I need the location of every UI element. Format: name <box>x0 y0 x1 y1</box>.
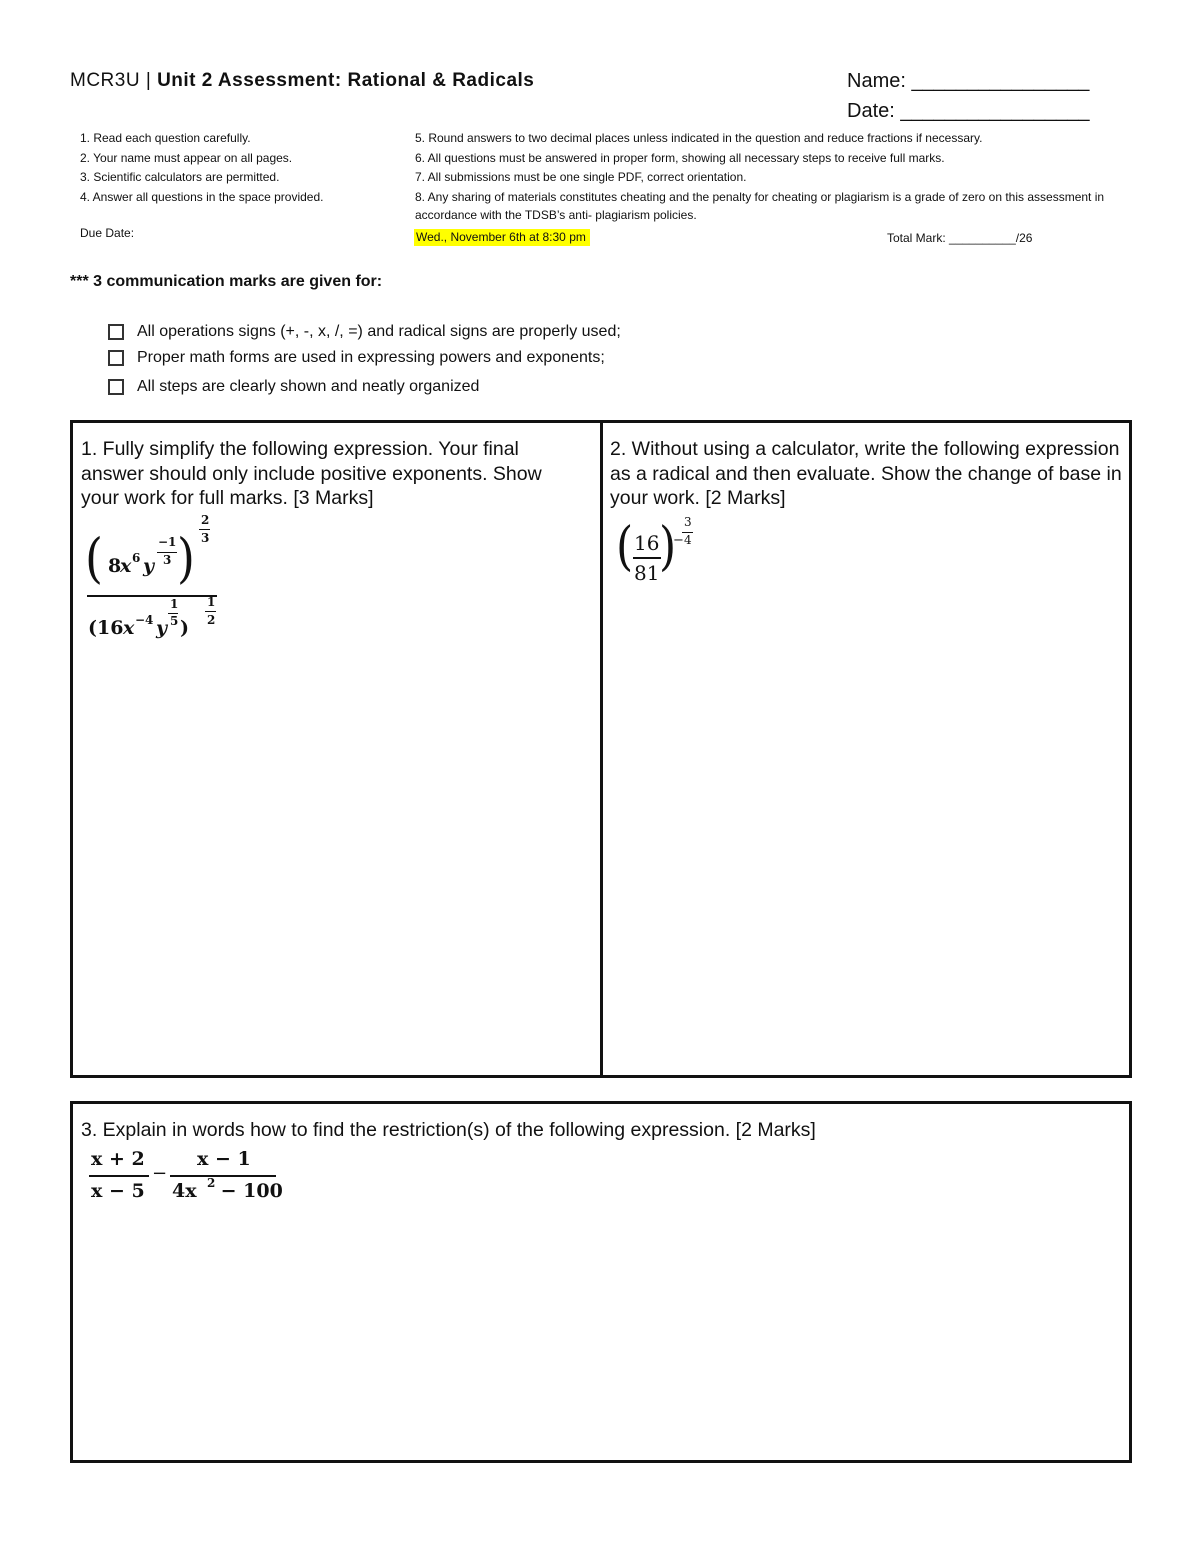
instructions-left <box>80 129 323 207</box>
name-field[interactable]: Name: ________________ <box>847 70 1090 92</box>
instruction-item: 1. Read each question carefully. <box>80 131 251 145</box>
instruction-item: 2. Your name must appear on all pages. <box>80 150 293 165</box>
criterion-label: All steps are clearly shown and neatly organized <box>137 378 480 395</box>
communication-heading: *** 3 communication marks are given for: <box>70 273 383 290</box>
fraction-bar <box>205 611 216 612</box>
instruction-item: 4. Answer all questions in the space provided. <box>80 189 324 204</box>
assessment-title: Unit 2 Assessment: Rational & Radicals <box>157 70 535 91</box>
page-title: MCR3U | Unit 2 Assessment: Rational & Radicals <box>70 70 535 91</box>
instructions-right <box>415 129 1115 224</box>
criterion-item <box>108 349 605 367</box>
checkbox[interactable] <box>108 379 124 395</box>
question-3-box[interactable]: 3. Explain in words how to find the restriction(s) of the following expression. [2 Marks] x + 2 x − 5 − x − 1 4x 2 − 100 <box>70 1101 1132 1463</box>
checkbox[interactable] <box>108 350 124 366</box>
left-paren: ( <box>85 526 103 590</box>
fraction-bar <box>89 1175 149 1177</box>
date-field[interactable]: Date: _________________ <box>847 100 1090 122</box>
criterion-item <box>108 323 621 341</box>
instruction-item: 3. Scientific calculators are permitted. <box>80 170 280 184</box>
right-paren: ) <box>659 515 677 578</box>
criterion-label: All operations signs (+, -, x, /, =) and radical signs are properly used; <box>137 323 621 340</box>
question-2-text: 2. Without using a calculator, write the following expression as a radical and then evaluate. Show the change of base in your work. [2 Marks] <box>610 438 1122 509</box>
criterion-label: Proper math forms are used in expressing powers and exponents; <box>137 349 605 366</box>
fraction-bar <box>170 1175 276 1177</box>
instruction-item: 5. Round answers to two decimal places unless indicated in the question and reduce fractions if necessary. <box>415 131 983 145</box>
criterion-item <box>108 378 479 396</box>
checkbox[interactable] <box>108 324 124 340</box>
minus-operator: − <box>152 1163 168 1184</box>
course-code: MCR3U <box>70 70 141 91</box>
fraction-bar <box>199 529 210 530</box>
fraction-bar <box>633 557 661 559</box>
instruction-item: 7. All submissions must be one single PDF, correct orientation. <box>415 170 747 184</box>
total-mark: Total Mark: __________/26 <box>887 231 1033 245</box>
due-date-value: Wed., November 6th at 8:30 pm <box>414 229 590 246</box>
due-date-label: Due Date: <box>80 226 135 240</box>
question-3-text: 3. Explain in words how to find the restriction(s) of the following expression. [2 Marks] <box>81 1119 816 1141</box>
left-paren: ( <box>616 515 634 578</box>
right-paren: ) <box>177 526 195 590</box>
main-fraction-bar <box>87 595 217 597</box>
instruction-item: 6. All questions must be answered in proper form, showing all necessary steps to receive full marks. <box>415 150 945 165</box>
instruction-item: 8. Any sharing of materials constitutes cheating and the penalty for cheating or plagiarism is a grade of zero on this assessment in accordance with the TDSB’s anti- plagiarism policies. <box>415 189 1105 222</box>
question-2-box[interactable]: 2. Without using a calculator, write the following expression as a radical and then evaluate. Show the change of base in your work. [2 Marks] ( 16 81 ) − 3 4 <box>600 420 1132 1078</box>
question-1-box[interactable]: 1. Fully simplify the following expression. Your final answer should only include positive exponents. Show your work for full marks. [3 Marks] ( 8 x 6 y −1 3 ) 2 3 (16 x −4 y 1 5 ) 1 2 <box>70 420 603 1078</box>
question-1-text: 1. Fully simplify the following expression. Your final answer should only include positive exponents. Show your work for full marks. [3 Marks] <box>81 438 542 509</box>
